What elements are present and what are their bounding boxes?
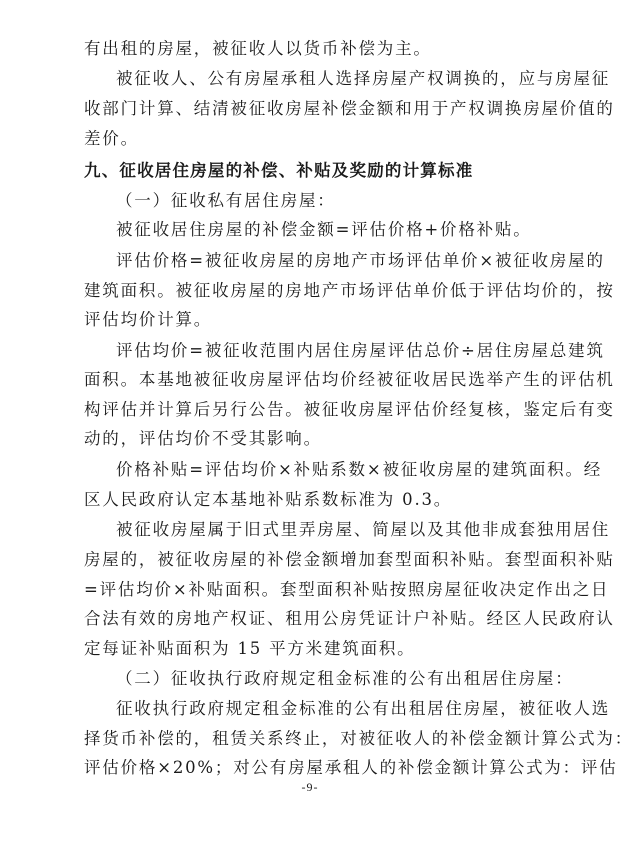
text-line: =评估均价×补贴面积。套型面积补贴按照房屋征收决定作出之日	[84, 580, 610, 599]
text-line: 收部门计算、结清被征收房屋补偿金额和用于产权调换房屋价值的	[84, 99, 615, 118]
subsection-heading: （一）征收私有居住房屋：	[116, 191, 336, 210]
subsection-heading: （二）征收执行政府规定租金标准的公有出租居住房屋：	[116, 669, 574, 688]
text-line: 合法有效的房地产权证、租用公房凭证计户补贴。经区人民政府认	[84, 609, 615, 628]
text-line: 构评估并计算后另行公告。被征收房屋评估价经复核，鉴定后有变	[84, 400, 615, 419]
text-line: 评估价格×20%；对公有房屋承租人的补偿金额计算公式为：评估	[84, 758, 618, 777]
text-line: 有出租的房屋，被征收人以货币补偿为主。	[84, 39, 432, 58]
text-line: 评估均价=被征收范围内居住房屋评估总价÷居住房屋总建筑	[116, 341, 605, 360]
page-number: -9-	[301, 780, 319, 794]
text-line: 价格补贴=评估均价×补贴系数×被征收房屋的建筑面积。经	[116, 460, 603, 479]
text-line: 区人民政府认定本基地补贴系数标准为 0.3。	[84, 490, 453, 509]
text-line: 动的，评估均价不受其影响。	[84, 429, 322, 448]
text-line: 建筑面积。被征收房屋的房地产市场评估单价低于评估均价的，按	[84, 281, 615, 300]
text-line: 被征收居住房屋的补偿金额=评估价格+价格补贴。	[116, 220, 532, 239]
text-line: 被征收人、公有房屋承租人选择房屋产权调换的，应与房屋征	[116, 69, 611, 88]
text-line: 房屋的，被征收房屋的补偿金额增加套型面积补贴。套型面积补贴	[84, 550, 615, 569]
text-line: 征收执行政府规定租金标准的公有出租居住房屋，被征收人选	[116, 699, 611, 718]
text-line: 定每证补贴面积为 15 平方米建筑面积。	[84, 639, 416, 658]
text-line: 择货币补偿的，租赁关系终止，对被征收人的补偿金额计算公式为：	[84, 729, 633, 748]
text-line: 面积。本基地被征收房屋评估均价经被征收居民选举产生的评估机	[84, 370, 615, 389]
text-line: 被征收房屋属于旧式里弄房屋、简屋以及其他非成套独用居住	[116, 520, 611, 539]
text-line: 差价。	[84, 129, 139, 148]
text-line: 评估价格=被征收房屋的房地产市场评估单价×被征收房屋的	[116, 251, 605, 270]
text-line: 评估均价计算。	[84, 310, 213, 329]
section-heading: 九、征收居住房屋的补偿、补贴及奖励的计算标准	[84, 161, 474, 180]
